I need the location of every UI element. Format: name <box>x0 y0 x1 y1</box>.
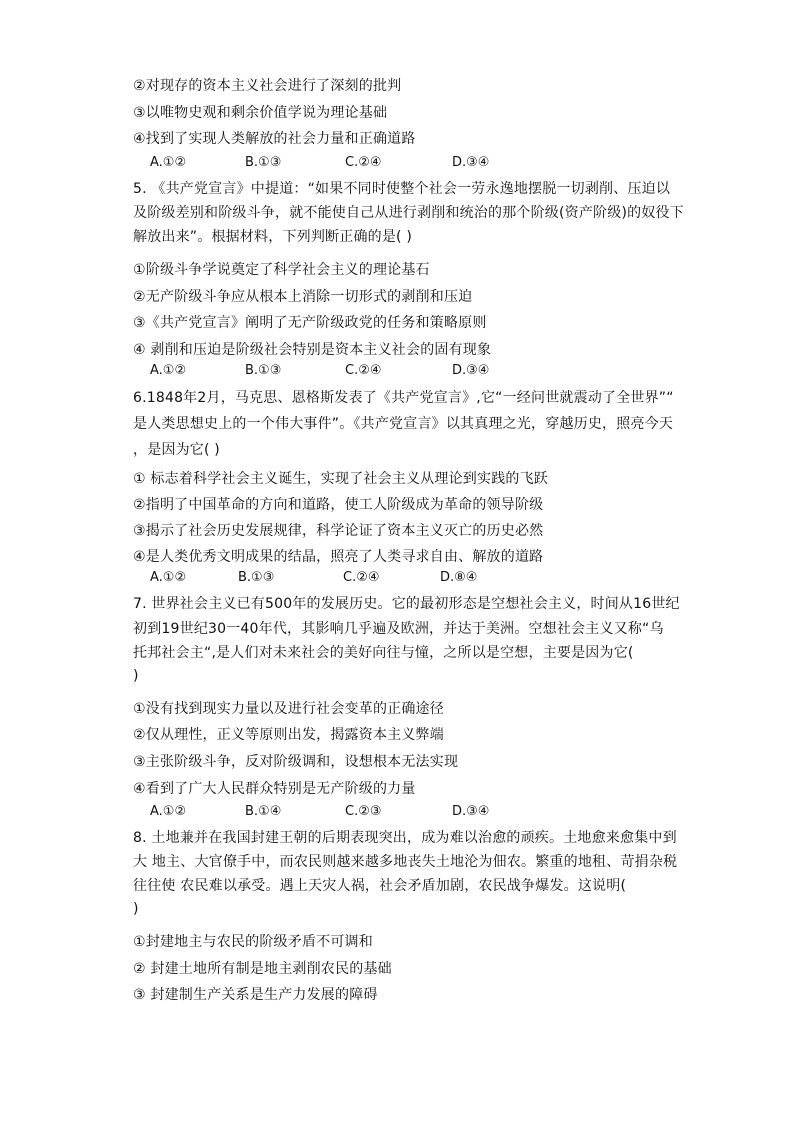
q5-option-b: B.①③ <box>245 363 282 378</box>
q4-item-3: ③以唯物史观和剩余价值学说为理论基础 <box>133 105 388 121</box>
q6-options <box>150 569 750 587</box>
q4-option-b: B.①③ <box>245 155 282 170</box>
q5-options <box>150 362 750 380</box>
q5-item-3: ③《共产党宣言》阐明了无产阶级政党的任务和策略原则 <box>133 315 487 331</box>
q6-stem-line-3: ，是因为它( ) <box>133 442 220 458</box>
q6-option-c: C.②④ <box>343 570 380 585</box>
q6-item-1: ① 标志着科学社会主义诞生，实现了社会主义从理论到实践的飞跃 <box>133 471 548 487</box>
q7-item-4: ④看到了广大人民群众特别是无产阶级的力量 <box>133 781 416 797</box>
q4-item-2: ②对现存的资本主义社会进行了深刻的批判 <box>133 78 402 94</box>
q7-options <box>150 803 750 821</box>
q4-item-4: ④找到了实现人类解放的社会力量和正确道路 <box>133 131 416 147</box>
q7-option-b: B.①④ <box>245 804 282 819</box>
q5-option-a: A.①② <box>150 363 187 378</box>
q5-option-c: C.②④ <box>345 363 382 378</box>
q7-item-3: ③主张阶级斗争，反对阶级调和，设想根本无法实现 <box>133 754 459 770</box>
q5-stem-line-1: 5. 《共产党宣言》中提道：“如果不同时使整个社会一劳永逸地摆脱一切剥削、压迫以 <box>133 181 671 197</box>
q6-option-a: A.①② <box>150 570 187 585</box>
q6-item-2: ②指明了中国革命的方向和道路，使工人阶级成为革命的领导阶级 <box>133 497 544 513</box>
q8-item-1: ①封建地主与农民的阶级矛盾不可调和 <box>133 934 373 950</box>
q7-stem-line-3: 托邦社会主“,是人们对未来社会的美好向往与憧，之所以是空想，主要是因为它( <box>133 645 634 661</box>
q7-option-d: D.③④ <box>452 804 490 819</box>
q7-option-c: C.②③ <box>345 804 382 819</box>
q6-item-3: ③揭示了社会历史发展规律，科学论证了资本主义灭亡的历史必然 <box>133 523 544 539</box>
q5-item-4: ④ 剥削和压迫是阶级社会特别是资本主义社会的固有现象 <box>133 342 492 358</box>
q4-option-d: D.③④ <box>452 155 490 170</box>
q6-item-4: ④是人类优秀文明成果的结晶，照亮了人类寻求自由、解放的道路 <box>133 549 544 565</box>
q4-option-c: C.②④ <box>345 155 382 170</box>
q8-item-3: ③ 封建制生产关系是生产力发展的障碍 <box>133 987 378 1003</box>
q5-stem-line-2: 及阶级差别和阶级斗争，就不能使自己从进行剥削和统治的那个阶级(资产阶级)的奴役下 <box>133 205 684 221</box>
q6-stem-line-2: 是人类思想史上的一个伟大事件”。《共产党宣言》以其真理之光，穿越历史，照亮今天 <box>133 416 674 432</box>
q7-stem-line-4: ) <box>133 668 139 684</box>
q4-options <box>150 154 750 172</box>
q8-stem-line-3: 往往使 农民难以承受。遇上天灾人祸，社会矛盾加剧，农民战争爆发。这说明( <box>133 878 627 894</box>
q5-item-2: ②无产阶级斗争应从根本上消除一切形式的剥削和压迫 <box>133 289 473 305</box>
q4-option-a: A.①② <box>150 155 187 170</box>
q6-option-d: D.⑧④ <box>440 570 478 585</box>
q8-stem-line-1: 8. 土地兼并在我国封建王朝的后期表现突出，成为难以治愈的顽疾。土地愈来愈集中到 <box>133 830 677 846</box>
q6-stem-line-1: 6.1848年2月，马克思、恩格斯发表了《共产党宣言》,它“一经问世就震动了全世界”“ <box>133 390 674 406</box>
q8-stem-line-4: ) <box>133 901 139 917</box>
q7-option-a: A.①② <box>150 804 187 819</box>
q7-stem-line-1: 7. 世界社会主义已有500年的发展历史。它的最初形态是空想社会主义，时间从16世纪 <box>133 596 680 612</box>
q5-stem-line-3: 解放出来”。根据材料，下列判断正确的是( ) <box>133 229 413 245</box>
q7-stem-line-2: 初到19世纪30一40年代，其影响几乎遍及欧洲，并达于美洲。空想社会主义又称“乌 <box>133 621 664 637</box>
q6-option-b: B.①③ <box>238 570 275 585</box>
q8-stem-line-2: 大 地主、大官僚手中，而农民则越来越多地丧失土地沦为佃农。繁重的地租、苛捐杂税 <box>133 854 678 870</box>
q5-option-d: D.③④ <box>452 363 490 378</box>
q7-item-1: ①没有找到现实力量以及进行社会变革的正确途径 <box>133 701 444 717</box>
q7-item-2: ②仅从理性，正义等原则出发，揭露资本主义弊端 <box>133 727 444 743</box>
q8-item-2: ② 封建土地所有制是地主剥削农民的基础 <box>133 961 392 977</box>
q5-item-1: ①阶级斗争学说奠定了科学社会主义的理论基石 <box>133 262 430 278</box>
